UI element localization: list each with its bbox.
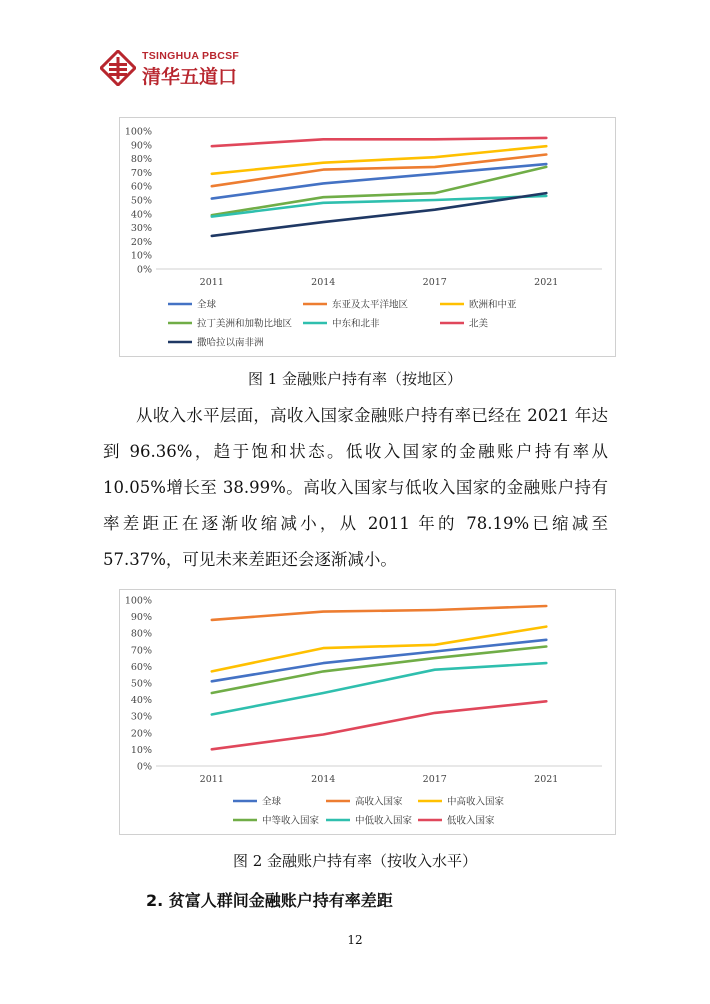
series-line	[212, 647, 547, 694]
logo-text-en: TSINGHUA PBCSF	[142, 50, 240, 62]
y-tick-label: 30%	[130, 223, 152, 235]
y-tick-label: 40%	[130, 209, 152, 221]
y-tick-label: 70%	[130, 645, 152, 657]
logo	[100, 48, 260, 90]
legend-label: 拉丁美洲和加勒比地区	[197, 318, 293, 330]
chart-region	[119, 117, 616, 357]
y-tick-label: 10%	[130, 744, 152, 756]
line-chart-by-income	[120, 590, 615, 834]
x-tick-label: 2017	[422, 277, 447, 288]
legend-label: 中东和北非	[332, 318, 380, 330]
x-tick-label: 2014	[311, 277, 336, 288]
legend-label: 低收入国家	[447, 815, 495, 827]
series-line	[212, 138, 547, 146]
x-tick-label: 2011	[199, 774, 224, 785]
body-paragraph	[103, 398, 608, 578]
y-tick-label: 60%	[130, 661, 152, 673]
y-tick-label: 10%	[130, 250, 152, 262]
y-tick-label: 70%	[130, 167, 152, 179]
y-tick-label: 100%	[124, 126, 152, 138]
page-number: 12	[347, 933, 363, 947]
chart-income	[119, 589, 616, 835]
legend-label: 全球	[262, 796, 282, 808]
legend-label: 全球	[197, 299, 217, 311]
series-line	[212, 606, 547, 620]
legend-label: 中等收入国家	[262, 815, 320, 827]
y-tick-label: 100%	[124, 595, 152, 607]
figure-caption-1: 图 1 金融账户持有率（按地区）	[247, 370, 463, 388]
series-line	[212, 193, 547, 236]
logo-text-cn: 清华五道口	[142, 66, 238, 88]
section-heading: 2. 贫富人群间金融账户持有率差距	[146, 891, 393, 910]
legend-label: 欧洲和中亚	[469, 299, 517, 311]
y-tick-label: 0%	[136, 761, 152, 773]
y-tick-label: 90%	[130, 612, 152, 624]
legend-label: 高收入国家	[355, 796, 403, 808]
y-tick-label: 50%	[130, 195, 152, 207]
y-tick-label: 50%	[130, 678, 152, 690]
x-tick-label: 2017	[422, 774, 447, 785]
legend-label: 撒哈拉以南非洲	[197, 337, 264, 349]
paragraph-text: 从收入水平层面，高收入国家金融账户持有率已经在 2021 年达到 96.36%，趋于饱和状态。低收入国家的金融账户持有率从 10.05%增长至 38.99%。高收入国家与低收入国家的金融账户持有率差距正在逐渐收缩减小，从 2011 年的 78.19%已缩减至 57.37%，可见未来差距还会逐渐减小。	[103, 406, 608, 569]
legend-label: 中低收入国家	[355, 815, 413, 827]
tsinghua-logo-icon	[100, 50, 136, 86]
x-tick-label: 2014	[311, 774, 336, 785]
legend-label: 中高收入国家	[447, 796, 505, 808]
y-tick-label: 40%	[130, 695, 152, 707]
x-tick-label: 2021	[534, 277, 559, 288]
y-tick-label: 80%	[130, 154, 152, 166]
y-tick-label: 60%	[130, 181, 152, 193]
y-tick-label: 30%	[130, 711, 152, 723]
y-tick-label: 0%	[136, 264, 152, 276]
x-tick-label: 2011	[199, 277, 224, 288]
legend-label: 东亚及太平洋地区	[332, 299, 409, 311]
x-tick-label: 2021	[534, 774, 559, 785]
y-tick-label: 90%	[130, 140, 152, 152]
legend-label: 北美	[469, 318, 489, 330]
series-line	[212, 701, 547, 749]
figure-caption-2: 图 2 金融账户持有率（按收入水平）	[232, 852, 478, 870]
line-chart-by-region	[120, 118, 615, 356]
y-tick-label: 20%	[130, 236, 152, 248]
y-tick-label: 80%	[130, 628, 152, 640]
y-tick-label: 20%	[130, 728, 152, 740]
